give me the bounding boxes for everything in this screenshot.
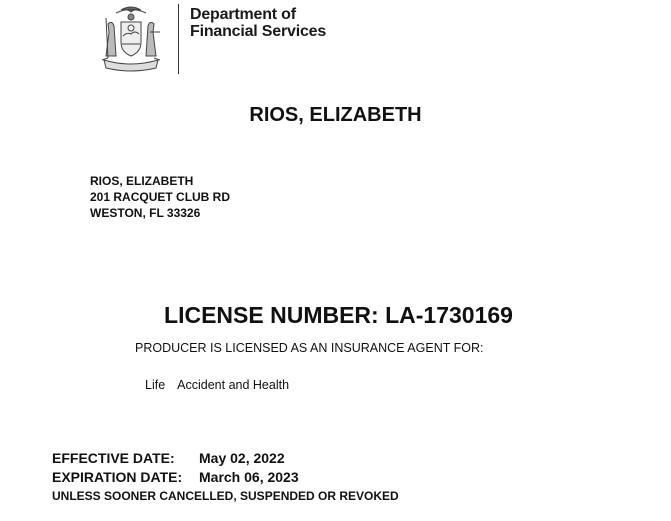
license-number: LICENSE NUMBER: LA-1730169	[164, 302, 513, 328]
effective-date-label: EFFECTIVE DATE:	[52, 450, 175, 466]
producer-statement: PRODUCER IS LICENSED AS AN INSURANCE AGENT FOR:	[135, 341, 484, 355]
effective-date-row	[52, 449, 299, 468]
address-street: 201 RACQUET CLUB RD	[90, 190, 231, 204]
state-seal-icon	[94, 2, 168, 76]
licensee-name-title: RIOS, ELIZABETH	[249, 104, 422, 126]
department-name	[190, 6, 326, 40]
license-line-accident-health: Accident and Health	[177, 378, 290, 392]
effective-date-value: May 02, 2022	[199, 450, 285, 466]
license-line-life: Life	[145, 378, 166, 392]
expiration-date-value: March 06, 2023	[199, 469, 299, 485]
expiration-date-row	[52, 468, 299, 487]
license-dates	[52, 449, 299, 487]
department-line-2: Financial Services	[190, 23, 327, 40]
address-name: RIOS, ELIZABETH	[90, 174, 194, 188]
department-line-1: Department of	[190, 6, 296, 23]
address-city: WESTON, FL 33326	[90, 206, 201, 220]
header-divider	[178, 4, 179, 74]
expiration-date-label: EXPIRATION DATE:	[52, 469, 183, 485]
license-lines	[145, 378, 289, 392]
validity-notice: UNLESS SOONER CANCELLED, SUSPENDED OR REVOKED	[52, 489, 399, 503]
licensee-address	[90, 173, 230, 221]
